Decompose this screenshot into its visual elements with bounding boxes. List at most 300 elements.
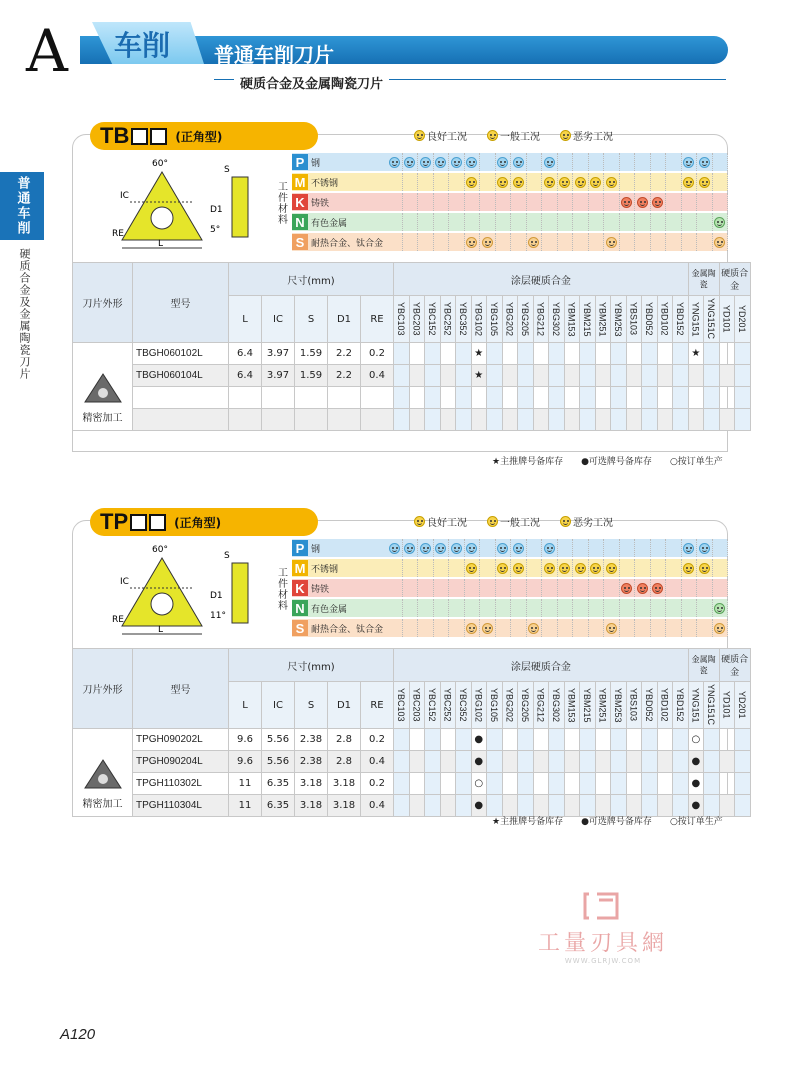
material-cell xyxy=(620,193,636,211)
grade-cell xyxy=(673,409,689,431)
dim-cell: 6.35 xyxy=(262,773,295,795)
insert-diagram xyxy=(112,152,292,252)
material-cell xyxy=(713,559,729,577)
model-cell: TPGH090202L xyxy=(133,729,229,751)
material-cell xyxy=(573,559,589,577)
grade-cell xyxy=(518,729,534,751)
grade-cell xyxy=(564,387,580,409)
material-cell xyxy=(465,173,481,191)
grade-cell xyxy=(704,343,720,365)
material-cells xyxy=(387,599,728,617)
grade-cell xyxy=(502,773,518,795)
dim-cell: 2.8 xyxy=(328,751,361,773)
grade-cell xyxy=(657,365,673,387)
grade-cell xyxy=(456,729,472,751)
material-cell xyxy=(542,213,558,231)
grade-cell: ● xyxy=(471,795,487,817)
grade-cell xyxy=(456,751,472,773)
material-cell xyxy=(682,233,698,251)
grade-header: YD101 xyxy=(719,296,735,343)
condition-face-icon xyxy=(683,563,694,574)
table-row xyxy=(73,343,751,365)
material-cell xyxy=(403,193,419,211)
material-cell xyxy=(449,599,465,617)
dim-cell: 2.2 xyxy=(328,365,361,387)
material-cell xyxy=(434,599,450,617)
material-cell xyxy=(589,233,605,251)
material-cell xyxy=(387,599,403,617)
dim-header: RE xyxy=(361,296,394,343)
grade-cell xyxy=(611,365,627,387)
material-cell xyxy=(496,539,512,557)
condition-face-icon xyxy=(683,177,694,188)
grade-cell xyxy=(425,729,441,751)
condition-face-icon xyxy=(621,197,632,208)
material-row-S xyxy=(292,618,728,638)
condition-face-icon xyxy=(699,543,710,554)
empty-cell xyxy=(328,409,361,431)
material-cell xyxy=(558,619,574,637)
material-cell xyxy=(387,193,403,211)
condition-face-icon xyxy=(466,623,477,634)
dim-cell: 1.59 xyxy=(295,343,328,365)
grade-header: YBM251 xyxy=(595,682,611,729)
dim-header: D1 xyxy=(328,682,361,729)
col-shape: 刀片外形 xyxy=(73,649,133,729)
material-cell xyxy=(589,559,605,577)
material-cell xyxy=(465,579,481,597)
material-cell xyxy=(496,619,512,637)
material-cell xyxy=(589,213,605,231)
empty-cell xyxy=(262,387,295,409)
material-cell xyxy=(635,559,651,577)
material-cell xyxy=(434,539,450,557)
condition-face-icon xyxy=(497,563,508,574)
grade-cell xyxy=(487,387,503,409)
material-cell xyxy=(666,173,682,191)
material-cell xyxy=(573,539,589,557)
material-cell xyxy=(449,619,465,637)
grade-cell xyxy=(456,387,472,409)
grade-cell xyxy=(611,343,627,365)
watermark xyxy=(538,890,668,965)
grade-cell xyxy=(642,773,658,795)
frown-icon xyxy=(560,130,571,141)
grade-cell xyxy=(580,729,596,751)
ic-label: IC xyxy=(120,577,129,587)
condition-face-icon xyxy=(451,543,462,554)
material-cell xyxy=(558,579,574,597)
material-letter: M xyxy=(292,174,308,190)
l-label: L xyxy=(158,239,164,249)
grade-cell xyxy=(409,409,425,431)
grade-header: YBD152 xyxy=(673,682,689,729)
condition-face-icon xyxy=(420,157,431,168)
condition-legend xyxy=(414,514,613,529)
grade-header: YNG151C xyxy=(704,682,720,729)
grade-cell xyxy=(564,729,580,751)
material-cell xyxy=(604,233,620,251)
grade-header: YBM253 xyxy=(611,296,627,343)
grade-cell xyxy=(549,387,565,409)
condition-face-icon xyxy=(435,157,446,168)
material-cell xyxy=(620,173,636,191)
dim-cell: 5.56 xyxy=(262,729,295,751)
dim-cell: 11 xyxy=(229,795,262,817)
material-cell xyxy=(651,579,667,597)
grade-header: YBC103 xyxy=(394,682,410,729)
material-cell xyxy=(480,193,496,211)
condition-face-icon xyxy=(497,543,508,554)
grade-header: YBG105 xyxy=(487,682,503,729)
empty-cell xyxy=(229,409,262,431)
grade-cell xyxy=(735,751,751,773)
condition-face-icon xyxy=(513,543,524,554)
material-label xyxy=(292,599,387,617)
grade-cell xyxy=(735,773,751,795)
insert-photo-icon xyxy=(83,758,123,792)
empty-cell xyxy=(229,387,262,409)
grade-cell xyxy=(549,729,565,751)
material-cell xyxy=(573,153,589,171)
grade-cell xyxy=(440,409,456,431)
footnote-dot: ●可选牌号备库存 xyxy=(581,817,652,827)
material-cell xyxy=(573,619,589,637)
finish-label: 精密加工 xyxy=(82,799,123,810)
grade-header: YBS103 xyxy=(626,296,642,343)
grade-cell xyxy=(425,343,441,365)
material-cell xyxy=(620,579,636,597)
dim-cell: 6.35 xyxy=(262,795,295,817)
smile-icon xyxy=(414,130,425,141)
condition-face-icon xyxy=(590,563,601,574)
material-cell xyxy=(697,619,713,637)
grade-cell xyxy=(456,795,472,817)
material-cells xyxy=(387,193,728,211)
grade-header: YBD102 xyxy=(657,296,673,343)
grade-cell xyxy=(580,387,596,409)
grade-cell xyxy=(409,729,425,751)
insert-photo-icon xyxy=(83,372,123,406)
material-cell xyxy=(542,539,558,557)
material-label xyxy=(292,579,387,597)
condition-face-icon xyxy=(575,563,586,574)
material-cell xyxy=(635,213,651,231)
material-row-N xyxy=(292,598,728,618)
material-label xyxy=(292,213,387,231)
dim-cell: 5.56 xyxy=(262,751,295,773)
grade-cell: ● xyxy=(688,751,704,773)
condition-face-icon xyxy=(714,603,725,614)
material-cell xyxy=(558,213,574,231)
material-cell xyxy=(635,599,651,617)
material-cell xyxy=(418,619,434,637)
grade-cell xyxy=(394,773,410,795)
material-cell xyxy=(620,559,636,577)
empty-cell xyxy=(361,387,394,409)
material-cell xyxy=(418,579,434,597)
material-cell xyxy=(542,619,558,637)
material-cell xyxy=(449,579,465,597)
material-cell xyxy=(666,559,682,577)
grade-cell xyxy=(626,343,642,365)
grade-cell xyxy=(549,773,565,795)
grade-cell xyxy=(595,387,611,409)
grade-cell xyxy=(611,751,627,773)
grade-cell xyxy=(394,751,410,773)
material-row-M xyxy=(292,558,728,578)
material-cell xyxy=(635,579,651,597)
material-cell xyxy=(387,173,403,191)
condition-face-icon xyxy=(606,623,617,634)
condition-face-icon xyxy=(513,177,524,188)
material-cell xyxy=(635,173,651,191)
dim-cell: 0.2 xyxy=(361,343,394,365)
material-cell xyxy=(496,213,512,231)
grade-cell xyxy=(611,409,627,431)
grade-cell xyxy=(626,751,642,773)
material-cell xyxy=(449,539,465,557)
material-cell xyxy=(651,599,667,617)
material-cell xyxy=(573,579,589,597)
grade-cell xyxy=(626,773,642,795)
condition-face-icon xyxy=(652,197,663,208)
grade-cell xyxy=(533,773,549,795)
grade-cell xyxy=(471,387,487,409)
material-cell xyxy=(620,599,636,617)
table-row xyxy=(73,729,751,751)
grade-header: YD201 xyxy=(735,682,751,729)
dim-cell: 9.6 xyxy=(229,751,262,773)
legend-bad: 恶劣工况 xyxy=(560,514,613,529)
empty-cell xyxy=(262,409,295,431)
material-cell xyxy=(527,619,543,637)
grade-cell xyxy=(518,343,534,365)
material-letter: P xyxy=(292,154,308,170)
material-cell xyxy=(713,579,729,597)
grade-cell xyxy=(580,409,596,431)
material-cell xyxy=(511,233,527,251)
material-label xyxy=(292,559,387,577)
grade-cell xyxy=(456,365,472,387)
material-name: 钢 xyxy=(311,544,321,555)
material-name: 有色金属 xyxy=(311,218,348,229)
grade-header: YBG302 xyxy=(549,296,565,343)
material-cell xyxy=(589,193,605,211)
placeholder-box xyxy=(131,128,148,145)
condition-face-icon xyxy=(590,177,601,188)
grade-cell xyxy=(502,387,518,409)
grade-cell xyxy=(626,729,642,751)
grade-cell xyxy=(487,343,503,365)
material-cell xyxy=(589,173,605,191)
grade-cell xyxy=(564,751,580,773)
grade-cell xyxy=(719,343,735,365)
grade-cell xyxy=(502,729,518,751)
material-cell xyxy=(403,539,419,557)
grade-header: YBD052 xyxy=(642,682,658,729)
grade-cell xyxy=(502,409,518,431)
materials-label: 工件材料 xyxy=(278,568,288,612)
condition-face-icon xyxy=(482,623,493,634)
material-cell xyxy=(589,619,605,637)
material-cell xyxy=(511,619,527,637)
legend-bad: 恶劣工况 xyxy=(560,128,613,143)
material-cell xyxy=(589,599,605,617)
material-cell xyxy=(620,213,636,231)
col-cermet: 金属陶瓷 xyxy=(688,263,719,296)
insert-type-badge xyxy=(90,122,318,150)
grade-cell xyxy=(440,365,456,387)
material-cell xyxy=(480,213,496,231)
table-row xyxy=(73,751,751,773)
material-label xyxy=(292,173,387,191)
material-cell xyxy=(620,619,636,637)
condition-face-icon xyxy=(606,237,617,248)
condition-face-icon xyxy=(466,177,477,188)
grade-cell xyxy=(735,343,751,365)
material-cells xyxy=(387,579,728,597)
grade-header: YBD152 xyxy=(673,296,689,343)
grade-cell xyxy=(595,729,611,751)
condition-face-icon xyxy=(389,157,400,168)
condition-face-icon xyxy=(683,543,694,554)
grade-cell xyxy=(409,343,425,365)
side-tab: 普通车削 xyxy=(0,172,44,240)
condition-face-icon xyxy=(559,563,570,574)
grade-header: YBC352 xyxy=(456,682,472,729)
dim-cell: 2.38 xyxy=(295,729,328,751)
stock-footnote xyxy=(492,454,723,467)
material-cell xyxy=(496,579,512,597)
material-cell xyxy=(511,173,527,191)
condition-face-icon xyxy=(606,177,617,188)
placeholder-box xyxy=(149,514,166,531)
dim-header: S xyxy=(295,682,328,729)
material-cell xyxy=(635,233,651,251)
material-cell xyxy=(434,559,450,577)
grade-header: YBM215 xyxy=(580,296,596,343)
grade-cell xyxy=(580,365,596,387)
grade-cell xyxy=(409,365,425,387)
material-cell xyxy=(465,233,481,251)
grade-cell xyxy=(704,365,720,387)
material-row-K xyxy=(292,578,728,598)
grade-header: YBG202 xyxy=(502,682,518,729)
grade-cell xyxy=(580,751,596,773)
material-cell xyxy=(604,619,620,637)
grade-cell xyxy=(580,773,596,795)
material-letter: N xyxy=(292,600,308,616)
material-cell xyxy=(713,539,729,557)
empty-cell xyxy=(361,409,394,431)
material-cell xyxy=(403,579,419,597)
material-cell xyxy=(434,173,450,191)
grade-header: YBG212 xyxy=(533,296,549,343)
material-cell xyxy=(666,193,682,211)
condition-face-icon xyxy=(699,157,710,168)
grade-cell xyxy=(719,729,735,751)
condition-face-icon xyxy=(637,197,648,208)
material-cell xyxy=(651,173,667,191)
col-shape: 刀片外形 xyxy=(73,263,133,343)
relief-label: 11° xyxy=(210,611,226,621)
grade-cell xyxy=(533,387,549,409)
dim-header: L xyxy=(229,682,262,729)
material-cell xyxy=(558,153,574,171)
material-cell xyxy=(697,193,713,211)
material-cell xyxy=(697,539,713,557)
placeholder-box xyxy=(150,128,167,145)
grade-cell xyxy=(487,365,503,387)
footnote-dot: ●可选牌号备库存 xyxy=(581,457,652,467)
legend-good: 良好工况 xyxy=(414,128,467,143)
condition-face-icon xyxy=(544,543,555,554)
footnote-star: ★主推牌号备库存 xyxy=(492,817,564,827)
grade-header: YBM251 xyxy=(595,296,611,343)
material-label xyxy=(292,153,387,171)
grade-cell xyxy=(549,365,565,387)
material-cell xyxy=(465,619,481,637)
grade-cell xyxy=(719,387,735,409)
material-row-P xyxy=(292,538,728,558)
dim-cell: 3.97 xyxy=(262,365,295,387)
material-cells xyxy=(387,233,728,251)
grade-cell xyxy=(394,365,410,387)
grade-cell xyxy=(564,409,580,431)
material-cell xyxy=(480,579,496,597)
grade-cell xyxy=(626,409,642,431)
page-title: 普通车削刀片 xyxy=(214,43,334,67)
condition-face-icon xyxy=(466,563,477,574)
condition-face-icon xyxy=(482,237,493,248)
footnote-circle: ○按订单生产 xyxy=(669,817,723,827)
grade-cell xyxy=(673,387,689,409)
material-cell xyxy=(434,213,450,231)
material-cell xyxy=(635,539,651,557)
material-cell xyxy=(713,173,729,191)
material-name: 耐热合金、钛合金 xyxy=(311,238,384,249)
grade-cell xyxy=(487,751,503,773)
material-cell xyxy=(480,559,496,577)
condition-face-icon xyxy=(404,157,415,168)
material-cell xyxy=(558,233,574,251)
material-cell xyxy=(620,539,636,557)
condition-face-icon xyxy=(451,157,462,168)
grade-cell xyxy=(735,409,751,431)
material-cell xyxy=(697,579,713,597)
grade-cell xyxy=(409,387,425,409)
condition-face-icon xyxy=(652,583,663,594)
material-cell xyxy=(604,173,620,191)
model-cell: TPGH090204L xyxy=(133,751,229,773)
table-row xyxy=(73,387,751,409)
material-name: 有色金属 xyxy=(311,604,348,615)
material-cell xyxy=(573,213,589,231)
material-cell xyxy=(527,193,543,211)
material-cell xyxy=(480,599,496,617)
material-cell xyxy=(480,233,496,251)
grade-cell: ● xyxy=(688,795,704,817)
condition-face-icon xyxy=(544,157,555,168)
model-cell: TBGH060104L xyxy=(133,365,229,387)
material-cell xyxy=(418,233,434,251)
condition-face-icon xyxy=(420,543,431,554)
material-cell xyxy=(604,599,620,617)
material-cell xyxy=(713,233,729,251)
grade-cell xyxy=(704,409,720,431)
condition-face-icon xyxy=(699,563,710,574)
